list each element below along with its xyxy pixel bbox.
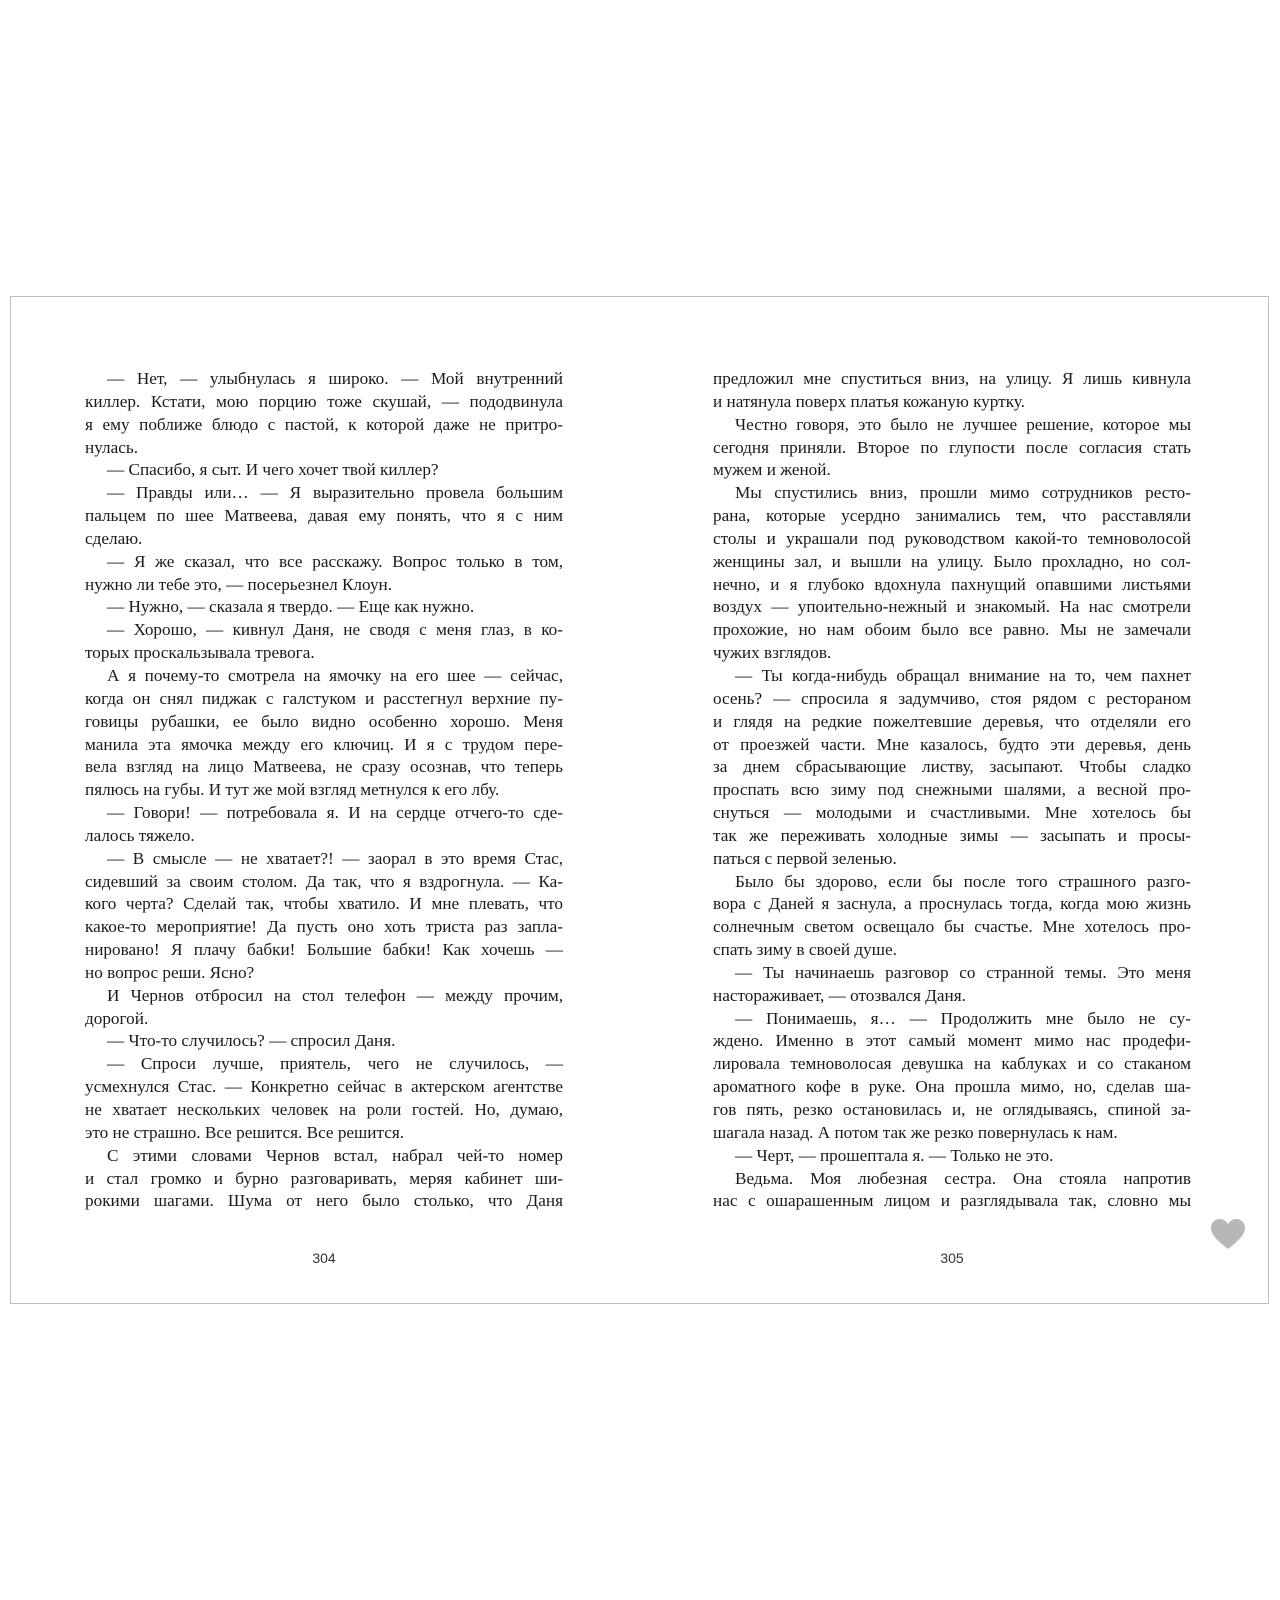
text-line: пялюсь на губы. И тут же мой взгляд метнулся к его лбу.: [85, 780, 500, 800]
text-line: чужих взглядов.: [713, 643, 832, 663]
text-line: и натянула поверх платья кожаную куртку.: [713, 391, 1025, 411]
text-line: спать зиму в своей душе.: [713, 940, 897, 960]
text-line: это не страшно. Все решится. Все решится.: [85, 1122, 405, 1142]
text-line: когда он снял пиджак с галстуком и расстегнул верхние пу-: [85, 688, 563, 708]
text-line: — Говори! — потребовала я. И на сердце отчего-то сде-: [107, 803, 563, 823]
text-line: С этими словами Чернов встал, набрал чей-то номер: [107, 1145, 563, 1165]
text-line: прохожие, но нам обоим было все равно. Мы не замечали: [713, 620, 1191, 640]
text-line: и глядя на редкие пожелтевшие деревья, что отделяли его: [713, 711, 1191, 731]
text-line: киллер. Кстати, мою порцию тоже скушай, — пододвинула: [85, 391, 563, 411]
text-line: какое-то мероприятие! Да пусть оно хоть триста раз запла-: [85, 917, 563, 937]
text-line: дорогой.: [85, 1008, 149, 1028]
text-line: — Что-то случилось? — спросил Даня.: [107, 1031, 396, 1051]
right-page-text: [713, 368, 1191, 1213]
text-line: гов пять, резко остановилась и, не оглядываясь, спиной за-: [713, 1100, 1191, 1119]
book-spread: [10, 296, 1269, 1304]
text-line: — Спроси лучше, приятель, чего не случилось, —: [107, 1054, 563, 1074]
text-line: — Понимаешь, я… — Продолжить мне было не су-: [735, 1008, 1191, 1028]
text-line: женщины зал, и вышли на улицу. Было прохладно, но сол-: [713, 551, 1191, 571]
text-line: так же переживать холодные зимы — засыпать и просы-: [713, 825, 1191, 845]
text-line: — Я же сказал, что все расскажу. Вопрос только в том,: [107, 551, 563, 571]
text-line: торых проскальзывала тревога.: [85, 643, 315, 663]
page-number-right: 305: [940, 1250, 964, 1266]
text-line: солнечным светом освещало бы счастье. Мне хотелось про-: [713, 917, 1191, 937]
text-line: столы и украшали под руководством какой-то темноволосой: [713, 528, 1191, 548]
text-line: усмехнулся Стас. — Конкретно сейчас в актерском агентстве: [85, 1077, 563, 1097]
text-line: настораживает, — отозвался Даня.: [713, 985, 966, 1005]
text-line: рокими шагами. Шума от него было столько, что Даня: [85, 1191, 563, 1211]
text-line: предложил мне спуститься вниз, на улицу. Я лишь кивнула: [713, 369, 1191, 388]
text-line: манила эта ямочка между его ключиц. И я с трудом пере-: [85, 734, 563, 754]
text-line: воздух — упоительно-нежный и знакомый. На нас смотрели: [713, 597, 1191, 617]
text-line: проспать всю зиму под снежными шалями, а весной про-: [713, 780, 1191, 800]
text-line: сидевший за своим столом. Да так, что я вздрогнула. — Ка-: [85, 871, 563, 891]
text-line: кого черта? Сделай так, чтобы хватило. И мне плевать, что: [85, 894, 563, 914]
text-line: — Ты когда-нибудь обращал внимание на то, чем пахнет: [735, 665, 1191, 685]
text-line: пальцем по шее Матвеева, давая ему понять, что я с ним: [85, 506, 563, 526]
text-line: и стал громко и бурно разговаривать, меряя кабинет ши-: [85, 1168, 563, 1188]
text-line: сделаю.: [85, 528, 143, 548]
text-line: осень? — спросила я задумчиво, стоя рядом с рестораном: [713, 688, 1191, 708]
text-line: ждено. Именно в этот самый момент мимо нас продефи-: [713, 1031, 1191, 1051]
left-page-text: [85, 368, 563, 1213]
text-line: за днем сбрасывающие листву, засыпают. Чтобы сладко: [713, 757, 1191, 777]
text-line: сегодня приняли. Второе по глупости после согласия стать: [713, 437, 1191, 457]
text-line: Честно говоря, это было не лучшее решение, которое мы: [735, 414, 1191, 434]
text-line: — Черт, — прошептала я. — Только не это.: [735, 1145, 1054, 1165]
text-line: нас с ошарашенным лицом и разглядывала так, словно мы: [713, 1191, 1191, 1211]
text-line: — Нужно, — сказала я твердо. — Еще как нужно.: [107, 597, 475, 617]
text-line: Мы спустились вниз, прошли мимо сотрудников ресто-: [735, 483, 1191, 503]
text-line: — Спасибо, я сыт. И чего хочет твой киллер?: [107, 460, 439, 480]
text-line: ароматного кофе в руке. Она прошла мимо, но, сделав ша-: [713, 1077, 1191, 1097]
text-line: — Нет, — улыбнулась я широко. — Мой внутренний: [107, 369, 563, 388]
text-line: нужно ли тебе это, — посерьезнел Клоун.: [85, 574, 393, 594]
text-line: от проезжей части. Мне казалось, будто эти деревья, день: [713, 734, 1191, 754]
text-line: рана, которые усердно занимались тем, что расставляли: [713, 506, 1191, 526]
text-line: Было бы здорово, если бы после того страшного разго-: [735, 871, 1191, 891]
text-line: нечно, и я глубоко вдохнула пахнущий опавшими листьями: [713, 574, 1191, 594]
text-line: лировала темноволосая девушка на каблуках и со стаканом: [713, 1054, 1191, 1074]
text-line: И Чернов отбросил на стол телефон — между прочим,: [107, 985, 563, 1005]
text-line: А я почему-то смотрела на ямочку на его шее — сейчас,: [107, 665, 563, 685]
text-line: не хватает нескольких человек на роли гостей. Но, думаю,: [85, 1100, 563, 1119]
text-line: лалось тяжело.: [85, 825, 195, 845]
text-line: нировано! Я плачу бабки! Большие бабки! Как хочешь —: [85, 940, 563, 960]
text-line: нулась.: [85, 437, 139, 457]
text-line: — Хорошо, — кивнул Даня, не сводя с меня глаз, в ко-: [107, 620, 563, 640]
text-line: паться с первой зеленью.: [713, 848, 897, 868]
text-line: — В смысле — не хватает?! — заорал в это время Стас,: [107, 848, 563, 868]
text-line: снуться — молодыми и счастливыми. Мне хотелось бы: [713, 803, 1191, 823]
text-line: я ему поближе блюдо с пастой, к которой даже не притро-: [85, 414, 563, 434]
page-number-left: 304: [312, 1250, 336, 1266]
text-line: — Ты начинаешь разговор со странной темы. Это меня: [735, 962, 1191, 982]
text-line: — Правды или… — Я выразительно провела большим: [107, 483, 563, 503]
text-line: говицы рубашки, ее было видно особенно хорошо. Меня: [85, 711, 563, 731]
text-line: вора с Даней я заснула, а проснулась тогда, когда мою жизнь: [713, 894, 1191, 914]
text-line: но вопрос реши. Ясно?: [85, 962, 255, 982]
text-line: мужем и женой.: [713, 460, 831, 480]
text-line: Ведьма. Моя любезная сестра. Она стояла напротив: [735, 1168, 1191, 1188]
text-line: вела взгляд на лицо Матвеева, не сразу осознав, что теперь: [85, 757, 563, 777]
text-line: шагала назад. А потом так же резко повернулась к нам.: [713, 1122, 1118, 1142]
heart-icon: [1210, 1218, 1246, 1250]
